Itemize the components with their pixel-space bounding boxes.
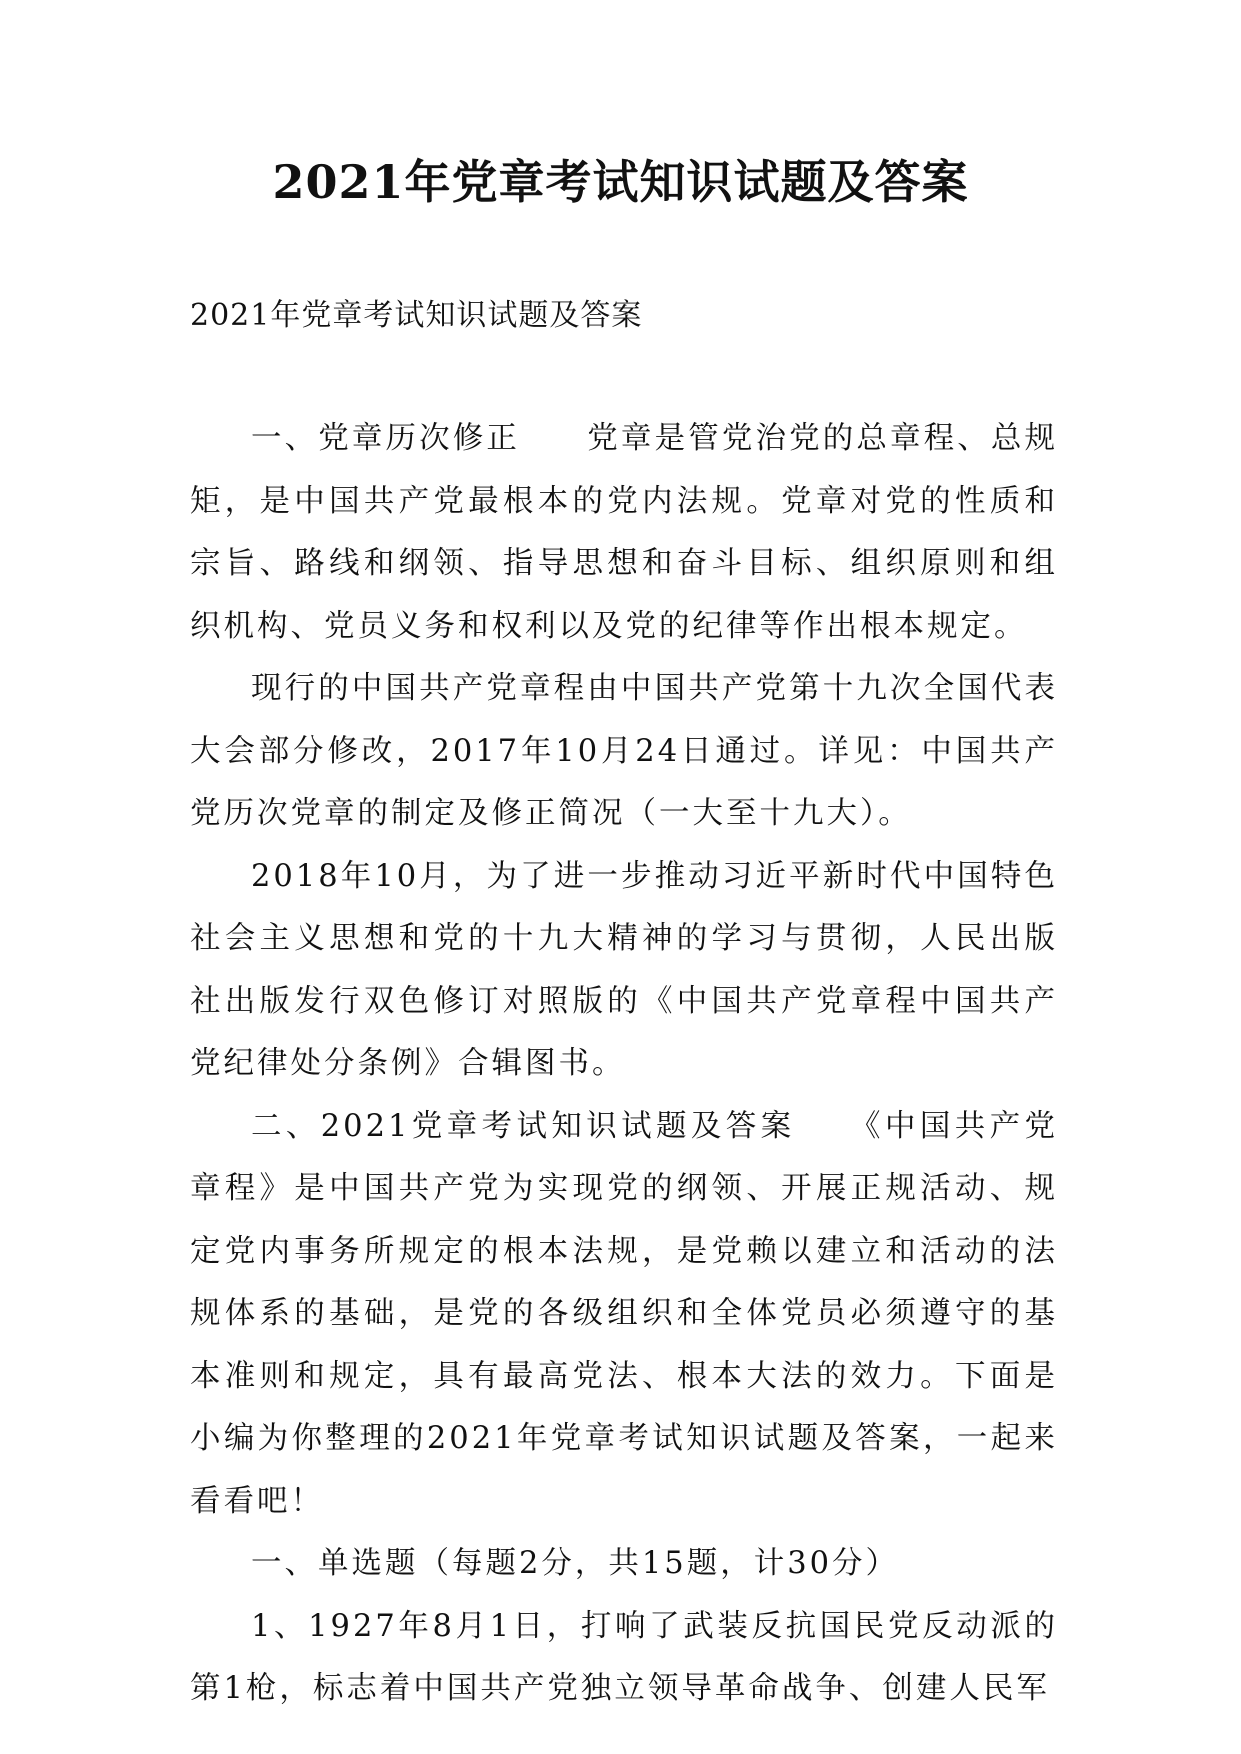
- document-title: 2021年党章考试知识试题及答案: [272, 155, 969, 209]
- paragraph-current-constitution: 现行的中国共产党章程由中国共产党第十九次全国代表大会部分修改，2017年10月24日通过。详见：中国共产党历次党章的制定及修正简况（一大至十九大）。: [190, 671, 1058, 831]
- section-heading-single-choice: 一、单选题（每题2分，共15题，计30分）: [251, 1546, 900, 1581]
- question-1: 1、1927年8月1日，打响了武装反抗国民党反动派的第1枪，标志着中国共产党独立领导革命战争、创建人民军: [190, 1608, 1058, 1706]
- document-body: [190, 408, 1058, 1721]
- document-subtitle: 2021年党章考试知识试题及答案: [190, 298, 643, 333]
- paragraph-party-constitution-revisions: 一、党章历次修正 党章是管党治党的总章程、总规矩，是中国共产党最根本的党内法规。党章对党的性质和宗旨、路线和纲领、指导思想和奋斗目标、组织原则和组织机构、党员义务和权利以及党的纪律等作出根本规定。: [190, 421, 1058, 644]
- paragraph-exam-intro: 二、2021党章考试知识试题及答案 《中国共产党章程》是中国共产党为实现党的纲领、开展正规活动、规定党内事务所规定的根本法规，是党赖以建立和活动的法规体系的基础，是党的各级组织和全体党员必须遵守的基本准则和规定，具有最高党法、根本大法的效力。下面是小编为你整理的2021年党章考试知识试题及答案，一起来看看吧！: [190, 1108, 1058, 1519]
- paragraph-2018-publication: 2018年10月，为了进一步推动习近平新时代中国特色社会主义思想和党的十九大精神的学习与贯彻，人民出版社出版发行双色修订对照版的《中国共产党章程中国共产党纪律处分条例》合辑图书。: [190, 858, 1058, 1081]
